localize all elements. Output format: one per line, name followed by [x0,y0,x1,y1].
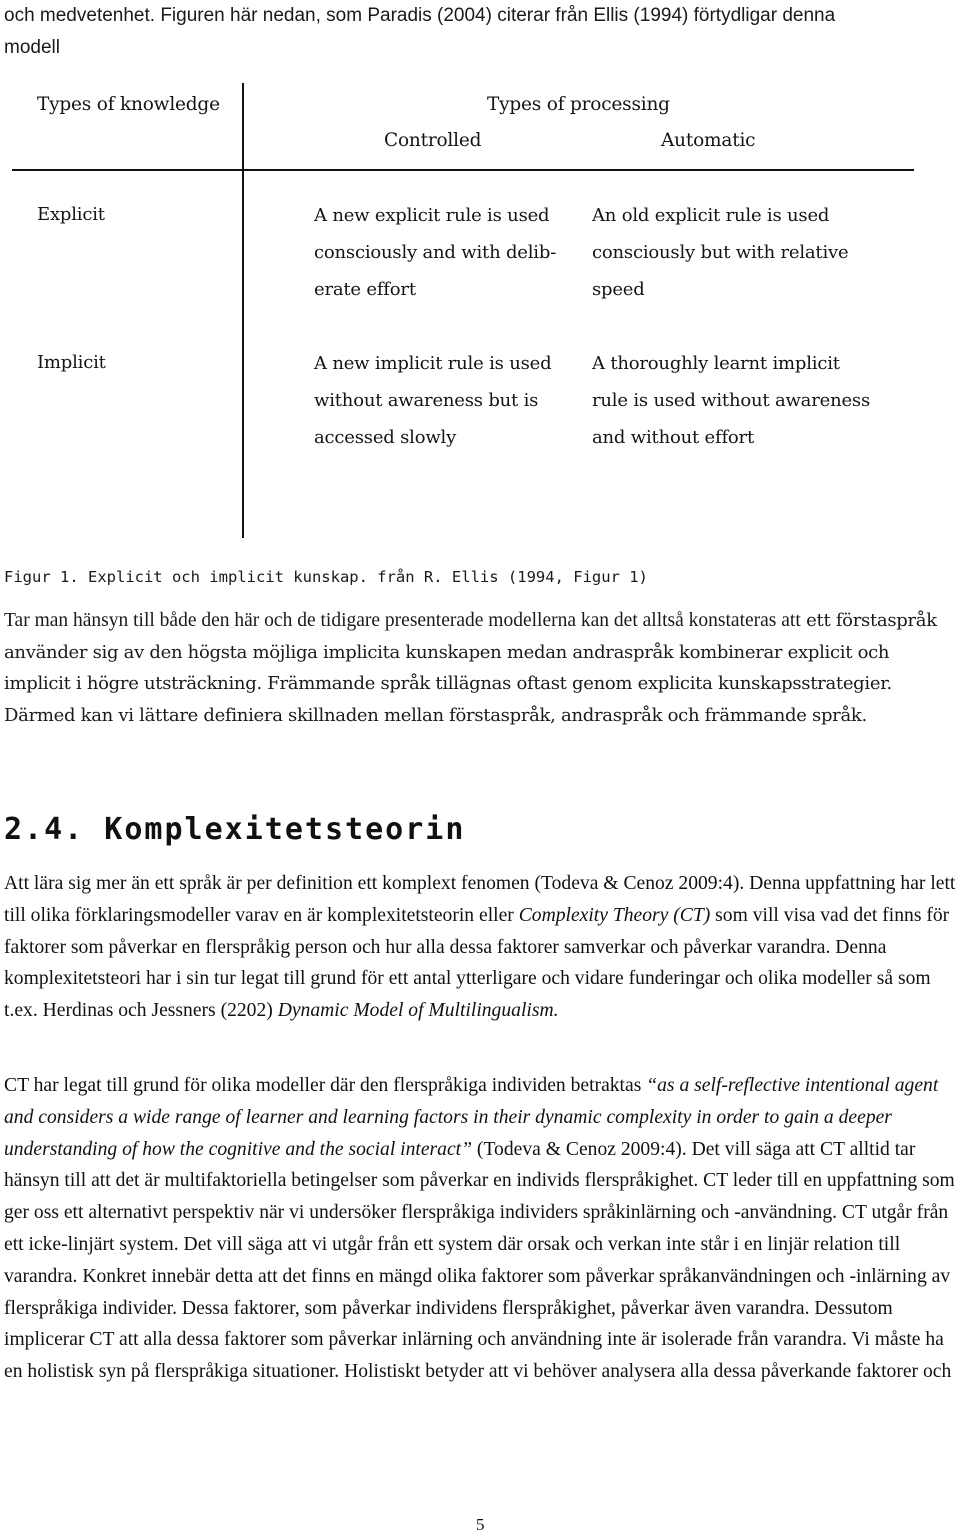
explicit-automatic-cell [592,197,848,308]
figure-vertical-rule [242,83,244,538]
paragraph-lead: Tar man hänsyn till både den här och de tidigare presenterade modellerna kan det alltså konstateras att [4,610,801,631]
page-number: 5 [476,1515,485,1534]
cell-line: consciously but with relative [592,242,849,263]
types-of-processing-header: Types of processing [487,94,670,115]
explicit-controlled-cell [314,197,556,308]
cell-line: and without effort [592,427,754,448]
figure-horizontal-rule [12,169,914,171]
italic-term: Complexity Theory (CT) [518,904,711,926]
text-run: som vill visa vad det finns för faktorer som påverkar en flerspråkig person och hur alla dessa faktorer samverkar och påverkar varandra. Denna komplexitetsteori har i sin tur legat till grund för ett antal ytterligare och vidare funderingar och olika modeller så som t.ex. Herdinas och Jessners (2202) [4,904,950,1022]
controlled-header: Controlled [384,130,482,151]
cell-line: An old explicit rule is used [592,205,830,226]
cell-line: A thoroughly learnt implicit [592,353,840,374]
row-label-implicit: Implicit [37,352,106,373]
figure-caption: Figur 1. Explicit och implicit kunskap. från R. Ellis (1994, Figur 1) [4,568,648,586]
section-heading: 2.4. Komplexitetsteorin [4,812,466,847]
intro-line-1: och medvetenhet. Figuren här nedan, som Paradis (2004) citerar från Ellis (1994) förtydligar denna [4,5,836,26]
automatic-header: Automatic [661,130,756,151]
paragraph-ct-models [4,1070,959,1388]
text-run: Att lära sig mer än ett språk är per definition ett komplext fenomen (Todeva & Cenoz 2009:4). Denna uppfattning har lett till olika förklaringsmodeller varav en är komplexitetsteorin eller [4,873,956,926]
cell-line: accessed slowly [314,427,457,448]
cell-line: speed [592,279,645,300]
paragraph-rest: ett förstaspråk använder sig av den högsta möjliga implicita kunskapen medan andraspråk kombinerar explicit och implicit i högre utsträckning. Främmande språk tillägnas oftast genom explicita kunskapsstrategier. Därmed kan vi lättare definiera skillnaden mellan förstaspråk, andraspråk och främmande språk. [4,610,937,726]
implicit-controlled-cell [314,345,551,456]
intro-line-2: modell [4,37,60,58]
row-label-explicit: Explicit [37,204,105,225]
text-run: CT har legat till grund för olika modeller där den flerspråkiga individen betraktas [4,1075,647,1096]
knowledge-processing-figure [0,0,960,560]
paragraph-complexity-theory [4,868,959,1027]
paragraph-models-summary [4,605,959,731]
implicit-automatic-cell [592,345,870,456]
cell-line: rule is used without awareness [592,390,870,411]
cell-line: without awareness but is [314,390,539,411]
cell-line: consciously and with delib- [314,242,557,263]
types-of-knowledge-header: Types of knowledge [37,94,220,115]
cell-line: A new explicit rule is used [314,205,550,226]
cell-line: A new implicit rule is used [314,353,552,374]
italic-quote: “as a self-reflective intentional agent and considers a wide range of learner and learning factors in their dynamic complexity in order to gain a deeper understanding of how the cognitive and the social interact” [4,1075,939,1160]
cell-line: erate effort [314,279,416,300]
italic-title: Dynamic Model of Multilingualism. [277,1000,559,1022]
text-run: (Todeva & Cenoz 2009:4). Det vill säga att CT alltid tar hänsyn till att det är multifaktoriella betingelser som påverkar en individs flerspråkighet. CT leder till en uppfattning som ger oss ett alternativt perspektiv när vi undersöker flerspråkiga individers språkinlärning och -användning. CT utgår från ett icke-linjärt system. Det vill säga att vi utgår från ett system där orsak och verkan inte står i en linjär relation till varandra. Konkret innebär detta att det finns en mängd olika faktorer som påverkar språkanvändningen och -inlärning av flerspråkiga individer. Dessa faktorer, som påverkar individens flerspråkighet, påverkar även varandra. Dessutom implicerar CT att alla dessa faktorer som påverkar inlärning och användning inte är isolerade från varandra. Vi måste ha en holistisk syn på flerspråkiga situationer. Holistiskt betyder att vi behöver analysera alla dessa påverkande faktorer och [4,1138,955,1383]
